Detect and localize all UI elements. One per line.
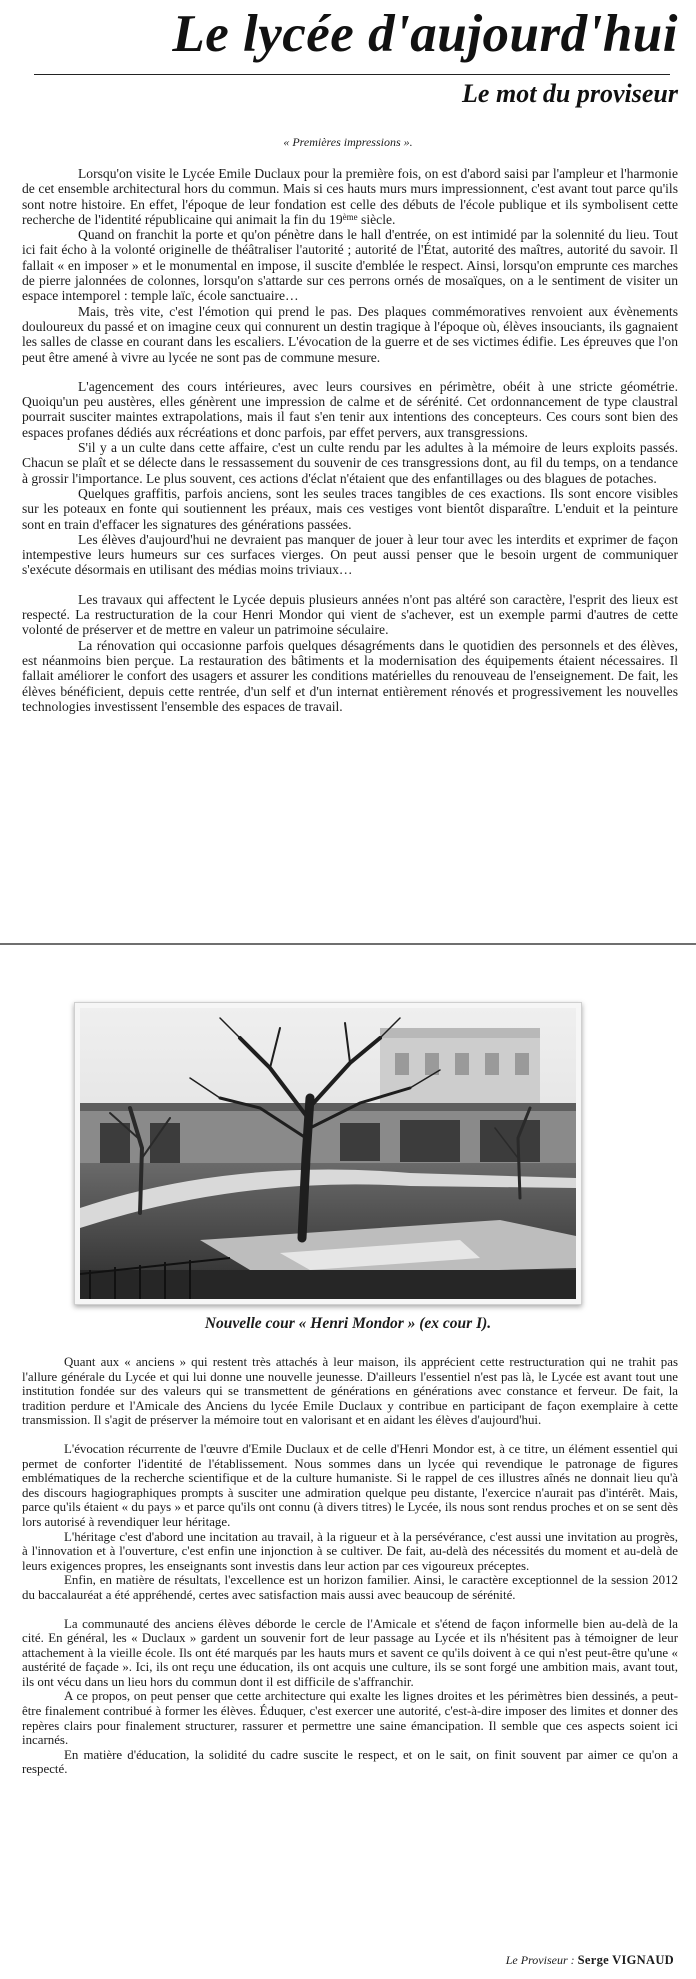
paragraph: Enfin, en matière de résultats, l'excellence est un horizon familier. Ainsi, le caractère exceptionnel de la session 2012 du baccalauréat a été appréhendé, certes avec satisfaction mais aussi avec beaucoup de sérénité.	[22, 1573, 678, 1602]
paragraph: L'agencement des cours intérieures, avec leurs coursives en périmètre, obéit à une stricte géométrie. Quoiqu'un peu austères, elles génèrent une impression de calme et de sérénité. Cet ordonnancement de type claustral pourrait susciter maintes extrapolations, mais il faut s'en tenir aux intentions des concepteurs. Ces cours sont bien des espaces profanes dédiés aux récréations et donc parfois, par effet pervers, aux transgressions.	[22, 378, 678, 440]
section-divider	[0, 943, 696, 945]
title-rule	[34, 74, 670, 75]
photo-caption: Nouvelle cour « Henri Mondor » (ex cour I).	[204, 1315, 492, 1332]
paragraph: Les élèves d'aujourd'hui ne devraient pas manquer de jouer à leur tour avec les interdits et exprimer de façon intempestive leurs humeurs sur ces surfaces vierges. On peut aussi penser que le besoin urgent de communiquer s'exécute désormais en utilisant des médias moins triviaux…	[22, 531, 678, 578]
article-body-bottom	[22, 1355, 678, 1777]
courtyard-photo	[74, 1002, 582, 1305]
page-subtitle: Le mot du proviseur	[462, 79, 678, 108]
paragraph: En matière d'éducation, la solidité du cadre suscite le respect, et on le sait, on finit souvent par aimer ce qu'on a respecté.	[22, 1747, 678, 1777]
epigraph: « Premières impressions ».	[283, 135, 413, 149]
signature	[506, 1953, 674, 1968]
paragraph: Mais, très vite, c'est l'émotion qui prend le pas. Des plaques commémoratives renvoient aux évènements douloureux du passé et on imagine ceux qui connurent un destin tragique à l'époque où, élèves insouciants, ils gagnaient les salles de classe en courant dans les escaliers. L'évocation de la guerre et de ses victimes édifie. Les épreuves que l'on peut être amené à vivre au lycée ne sont pas de commune mesure.	[22, 303, 678, 365]
paragraph: A ce propos, on peut penser que cette architecture qui exalte les lignes droites et les périmètres bien dessinés, a peut-être finalement contribué à former les élèves. Éduquer, c'est exercer une autorité, c'est-à-dire imposer des limites et donner des repères clairs pour finalement structurer, rassurer et permettre une saine émancipation. Il semble que ces aspects soient ici incarnés.	[22, 1689, 678, 1748]
paragraph: Les travaux qui affectent le Lycée depuis plusieurs années n'ont pas altéré son caractère, l'esprit des lieux est respecté. La restructuration de la cour Henri Mondor qui vient de s'achever, est un exemple parmi d'autres de cette volonté de préserver et de mettre en valeur un patrimoine séculaire.	[22, 591, 678, 638]
courtyard-photo-image	[80, 1008, 576, 1299]
signature-role: Le Proviseur :	[505, 1953, 575, 1967]
page-title: Le lycée d'aujourd'hui	[172, 5, 678, 63]
paragraph: L'évocation récurrente de l'œuvre d'Emile Duclaux et de celle d'Henri Mondor est, à ce titre, un élément essentiel qui permet de conforter l'identité de l'établissement. Nous sommes dans un lycée qui revendique le patronage de figures emblématiques de la recherche scientifique et de la culture humaniste. Si le rappel de ces illustres aînés ne donnait lieu qu'à des discours hagiographiques prompts à susciter une admiration quelque peu distante, l'exercice n'aurait pas d'intérêt. Mais, parce qu'ils étaient « du pays » et parce qu'ils ont connu (à divers titres) le Lycée, ils nous sont rendus proches et on se sent dès lors autorisé à revendiquer leur héritage.	[22, 1441, 678, 1529]
paragraph: S'il y a un culte dans cette affaire, c'est un culte rendu par les adultes à la mémoire de leurs exploits passés. Chacun se plaît et se délecte dans le ressassement du souvenir de ces transgressions dont, au fil du temps, on a tendance à grossir l'importance. Le plus souvent, ces actions d'éclat n'étaient que des enfantillages ou des blagues de potaches.	[22, 440, 678, 486]
signature-name: Serge VIGNAUD	[577, 1953, 674, 1967]
paragraph: Quant aux « anciens » qui restent très attachés à leur maison, ils apprécient cette restructuration qui ne trahit pas l'allure générale du Lycée et qui lui donne une nouvelle jeunesse. D'ailleurs l'essentiel n'est pas là, le Lycée est avant tout une institution fondée sur des valeurs qui se transmettent de générations en générations avec constance et ferveur. De fait, la tradition perdure et l'Amicale des Anciens du lycée Emile Duclaux y contribue en participant de façon exemplaire à cette transmission. Il s'agit de préserver la mémoire tout en valorisant et en aidant les élèves d'aujourd'hui.	[22, 1355, 678, 1428]
paragraph: La rénovation qui occasionne parfois quelques désagréments dans le quotidien des personnels et des élèves, est néanmoins bien perçue. La restauration des bâtiments et la modernisation des équipements étaient nécessaires. Il fallait améliorer le confort des usagers et assurer les conditions matérielles du renouveau de l'enseignement. De fait, les élèves bénéficient, depuis cette rentrée, d'un self et d'un internat entièrement rénovés et progressivement les nouvelles technologies investissent l'ensemble des espaces de travail.	[22, 637, 678, 714]
paragraph: Quand on franchit la porte et qu'on pénètre dans le hall d'entrée, on est intimidé par la solennité du lieu. Tout ici fait écho à la volonté originelle de théâtraliser l'autorité ; autorité de l'État, autorité des maîtres, autorité du savoir. Il fallait « en imposer » et le monumental en impose, il suscite d'emblée le respect. Ainsi, lorsqu'on emprunte ces marches de pierre jalonnées de colonnes, lorsqu'on s'attarde sur ces perrons ornés de mosaïques, on a le sentiment de visiter un espace intemporel : temple laïc, école sanctuaire…	[22, 227, 678, 304]
superscript: ème	[342, 211, 358, 222]
paragraph: Quelques graffitis, parfois anciens, sont les seules traces tangibles de ces exactions. Ils sont encore visibles sur les poteaux en fonte qui soutiennent les préaux, mais ces vestiges vont bientôt disparaître. L'enduit et la peinture sont en train d'effacer les signatures des générations passées.	[22, 485, 678, 532]
paragraph: L'héritage c'est d'abord une incitation au travail, à la rigueur et à la persévérance, c'est aussi une invitation au progrès, à l'innovation et à l'ouverture, c'est enfin une injonction à se cultiver. De fait, au-delà des nécessités du moment et au-delà de leurs exigences propres, les enseignants sont investis dans leur action par ces vigoureux préceptes.	[22, 1529, 678, 1573]
paragraph: La communauté des anciens élèves déborde le cercle de l'Amicale et s'étend de façon informelle bien au-delà de la cité. En général, les « Duclaux » gardent un souvenir fort de leur passage au Lycée et ils n'hésitent pas à témoigner de leur attachement à la vieille école. Ils ont été marqués par les hauts murs et savent ce qu'ils doivent à ce qui n'est peut-être qu'une « austérité de façade ». Ici, ils ont reçu une éducation, ils ont acquis une culture, ils se sont forgé une ambition mais, avant tout, ils ont vécu dans un lieu hors du commun dont il est difficile de s'affranchir.	[22, 1616, 678, 1689]
paragraph: Lorsqu'on visite le Lycée Emile Duclaux pour la première fois, on est d'abord saisi par l'ampleur et l'harmonie de cet ensemble architectural hors du commun. Mais si ces hauts murs murs impressionnent, c'est avant tout parce qu'ils sont notre histoire. En effet, l'époque de leur fondation est celle des débuts de l'école publique et ils symbolisent cette recherche de l'identité républicaine qui animait la fin du 19ème siècle.	[22, 166, 678, 227]
article-body-top	[22, 166, 678, 714]
